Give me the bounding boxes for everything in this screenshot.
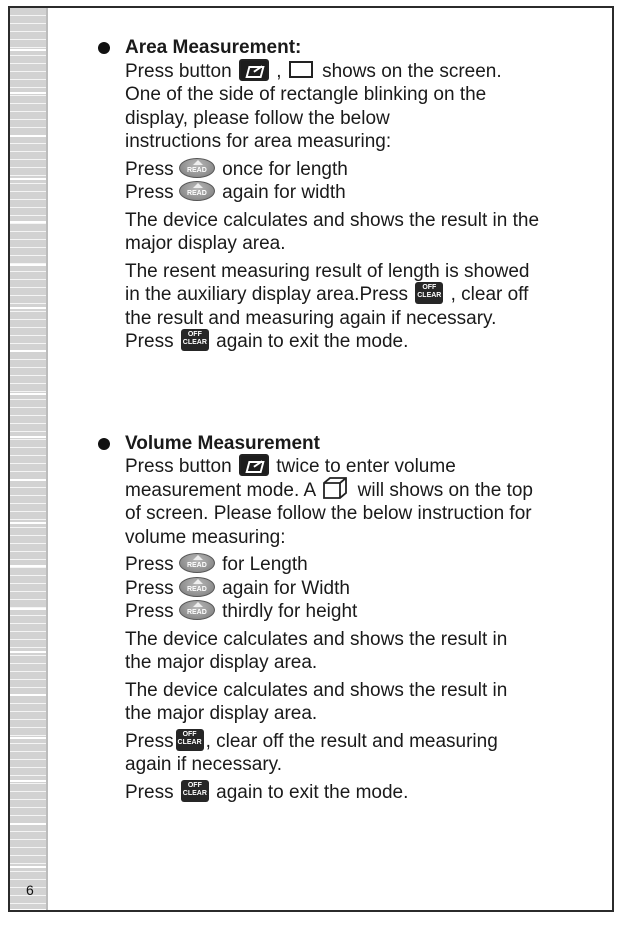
off-clear-button-icon: [415, 282, 443, 304]
area-line-2: One of the side of rectangle blinking on the: [125, 84, 487, 105]
area-measurement-section: [98, 36, 598, 354]
area-recent-1: The resent measuring result of length is showed: [125, 260, 530, 282]
cube-icon: [322, 476, 348, 500]
ruler-margin: [10, 8, 46, 910]
area-line-1: Press button , shows on the screen.: [125, 60, 502, 82]
area-measurement-body: [125, 60, 598, 354]
area-recent-3: the result and measuring again if necessary.: [125, 307, 497, 329]
volume-line-1: Press button twice to enter volume: [125, 456, 456, 477]
read-button-icon: [179, 181, 215, 201]
area-recent-2: in the auxiliary display area.Press OFF CLEAR , clear off: [125, 283, 598, 307]
volume-press-length: Press READ for Length: [125, 553, 598, 577]
off-clear-button-icon: [176, 729, 204, 751]
page-number: 6: [26, 882, 34, 898]
volume-clear-2: again if necessary.: [125, 754, 283, 775]
area-calc-2: major display area.: [125, 233, 286, 254]
volume-calc-3: The device calculates and shows the result in: [125, 679, 508, 701]
volume-line-4: volume measuring:: [125, 526, 286, 548]
rectangle-icon: [289, 61, 313, 78]
off-clear-button-icon: [181, 329, 209, 351]
volume-measurement-body: [125, 455, 598, 804]
volume-calc-1: The device calculates and shows the result in: [125, 628, 508, 650]
volume-calc-2: the major display area.: [125, 652, 318, 673]
volume-exit: Press OFF CLEAR again to exit the mode.: [125, 781, 598, 805]
volume-measurement-title: Volume Measurement: [125, 432, 320, 454]
ruler-edge: [46, 8, 48, 910]
function-button-icon: [239, 454, 269, 476]
volume-clear-1: PressOFF CLEAR , clear off the result and measuring: [125, 730, 598, 754]
volume-line-2: measurement mode. A will shows on the top: [125, 479, 598, 503]
read-button-icon: [179, 600, 215, 620]
area-calc-1: The device calculates and shows the result in the: [125, 209, 540, 231]
area-press-length: Press READ once for length: [125, 158, 598, 182]
volume-line-3: of screen. Please follow the below instruction for: [125, 503, 532, 524]
volume-press-width: Press READ again for Width: [125, 577, 598, 601]
read-button-icon: [179, 577, 215, 597]
function-button-icon: [239, 59, 269, 81]
read-button-icon: [179, 553, 215, 573]
area-line-4: instructions for area measuring:: [125, 131, 392, 152]
volume-measurement-section: [98, 432, 598, 805]
area-exit: Press OFF CLEAR again to exit the mode.: [125, 330, 598, 354]
area-press-width: Press READ again for width: [125, 181, 598, 205]
area-measurement-title: Area Measurement:: [125, 37, 302, 58]
volume-calc-4: the major display area.: [125, 703, 318, 724]
off-clear-button-icon: [181, 780, 209, 802]
area-line-3: display, please follow the below: [125, 107, 390, 129]
bullet-icon: [98, 42, 110, 54]
read-button-icon: [179, 158, 215, 178]
bullet-icon: [98, 438, 110, 450]
volume-press-height: Press READ thirdly for height: [125, 600, 598, 624]
page-content: [98, 36, 598, 804]
